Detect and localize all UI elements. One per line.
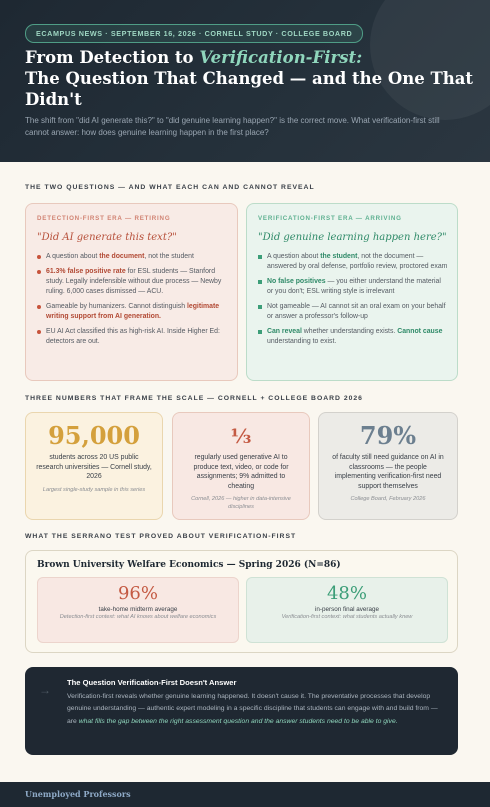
section-label-three-numbers: THREE NUMBERS THAT FRAME THE SCALE — CORNELL + COLLEGE BOARD 2026 [25,395,363,402]
arrow-right-icon: → [39,683,51,697]
verification-question: "Did genuine learning happen here?" [258,232,447,243]
bullet-dot-icon [37,330,41,334]
detection-card-label: DETECTION-FIRST ERA — RETIRING [37,215,171,222]
stat-description: of faculty still need guidance on AI in classrooms — the people implementing verification-first need support themselves [332,454,444,490]
list-item: Not gameable — AI cannot sit an oral exam on your behalf or answer a professor's follow-up [258,302,448,322]
list-item: A question about the document, not the student [37,252,227,262]
detection-question: "Did AI generate this text?" [37,232,177,243]
verification-card-label: VERIFICATION-FIRST ERA — ARRIVING [258,215,402,222]
stat-value: 95,000 [48,421,140,450]
stat-value: 48% [326,583,367,604]
stat-source: Cornell, 2026 — higher in data-intensive disciplines [191,496,291,510]
detection-first-card [25,203,238,381]
header-banner [0,0,490,162]
page-subtitle: The shift from "did AI generate this?" to "did genuine learning happen?" is the correct move. What verification-first still cannot answer: how does genuine learning happen in the first place? [25,116,440,137]
callout-title: The Question Verification-First Doesn't Answer [67,678,237,687]
bullet-square-icon [258,330,262,334]
title-accent: Verification-First: [199,48,363,67]
stat-card-ai-usage [172,412,310,520]
title-part-1: From Detection to [25,48,200,67]
verification-first-card [246,203,458,381]
stat-source: Largest single-study sample in this series [42,486,146,493]
stat-label: in-person final average [314,606,380,613]
stat-card-faculty [318,412,458,520]
stat-description: regularly used generative AI to produce text, video, or code for assignments; 9% admitted to cheating [193,454,289,490]
stat-label: take-home midterm average [98,606,178,613]
take-home-stat [37,577,239,643]
stat-description: students across 20 US public research universities — Cornell study, 2026 [36,454,152,480]
list-item: Can reveal whether understanding exists. Cannot cause understanding to exist. [258,327,448,347]
title-part-2: The Question That Changed — and the One That Didn't [25,69,474,109]
callout-box [25,667,458,755]
bullet-dot-icon [37,255,41,259]
list-item: Gameable by humanizers. Cannot distinguish legitimate writing support from AI generation. [37,302,227,322]
verification-bullet-list [258,252,448,352]
stat-context: Detection-first context: what AI knows about welfare economics [59,614,217,620]
stat-context: Verification-first context: what students actually knew [281,614,413,620]
list-item: EU AI Act classified this as high-risk AI. Inside Higher Ed: detectors are out. [37,327,227,347]
list-item: A question about the student, not the document — answered by oral defense, portfolio review, proctored exam [258,252,448,272]
bullet-dot-icon [37,305,41,309]
list-item: 61.3% false positive rate for ESL students — Stanford study. Legally indefensible without due process — Newby ruling. 6,000 cases dismissed — ACU. [37,267,227,297]
bullet-square-icon [258,255,262,259]
stat-source: College Board, February 2026 [350,496,426,502]
serrano-card-title: Brown University Welfare Economics — Spring 2026 (N=86) [37,560,341,570]
stat-value: 96% [117,583,158,604]
footer-brand-link[interactable]: Unemployed Professors [25,789,131,799]
section-label-serrano: WHAT THE SERRANO TEST PROVED ABOUT VERIFICATION-FIRST [25,533,297,540]
in-person-stat [246,577,448,643]
serrano-test-card [25,550,458,653]
stat-value: ⅓ [230,424,252,448]
footer [0,782,490,807]
bullet-square-icon [258,305,262,309]
list-item: No false positives — you either understand the material or you don't; ESL writing style is irrelevant [258,277,448,297]
stat-value: 79% [359,421,417,450]
news-badge: ECAMPUS NEWS · SEPTEMBER 16, 2026 · CORNELL STUDY · COLLEGE BOARD [25,24,363,43]
stat-card-students [25,412,163,520]
bullet-square-icon [258,280,262,284]
page-title [25,47,480,110]
detection-bullet-list [37,252,227,352]
callout-body: Verification-first reveals whether genuine learning happened. It doesn't cause it. The preventative processes that develop genuine understanding — authentic expert modeling in a specific discipline that students can engage with and build from — are what fills the gap between the right assessment question and the answer students need to be able to give. [67,693,438,725]
bullet-dot-icon [37,270,41,274]
section-label-two-questions: THE TWO QUESTIONS — AND WHAT EACH CAN AND CANNOT REVEAL [25,184,315,191]
